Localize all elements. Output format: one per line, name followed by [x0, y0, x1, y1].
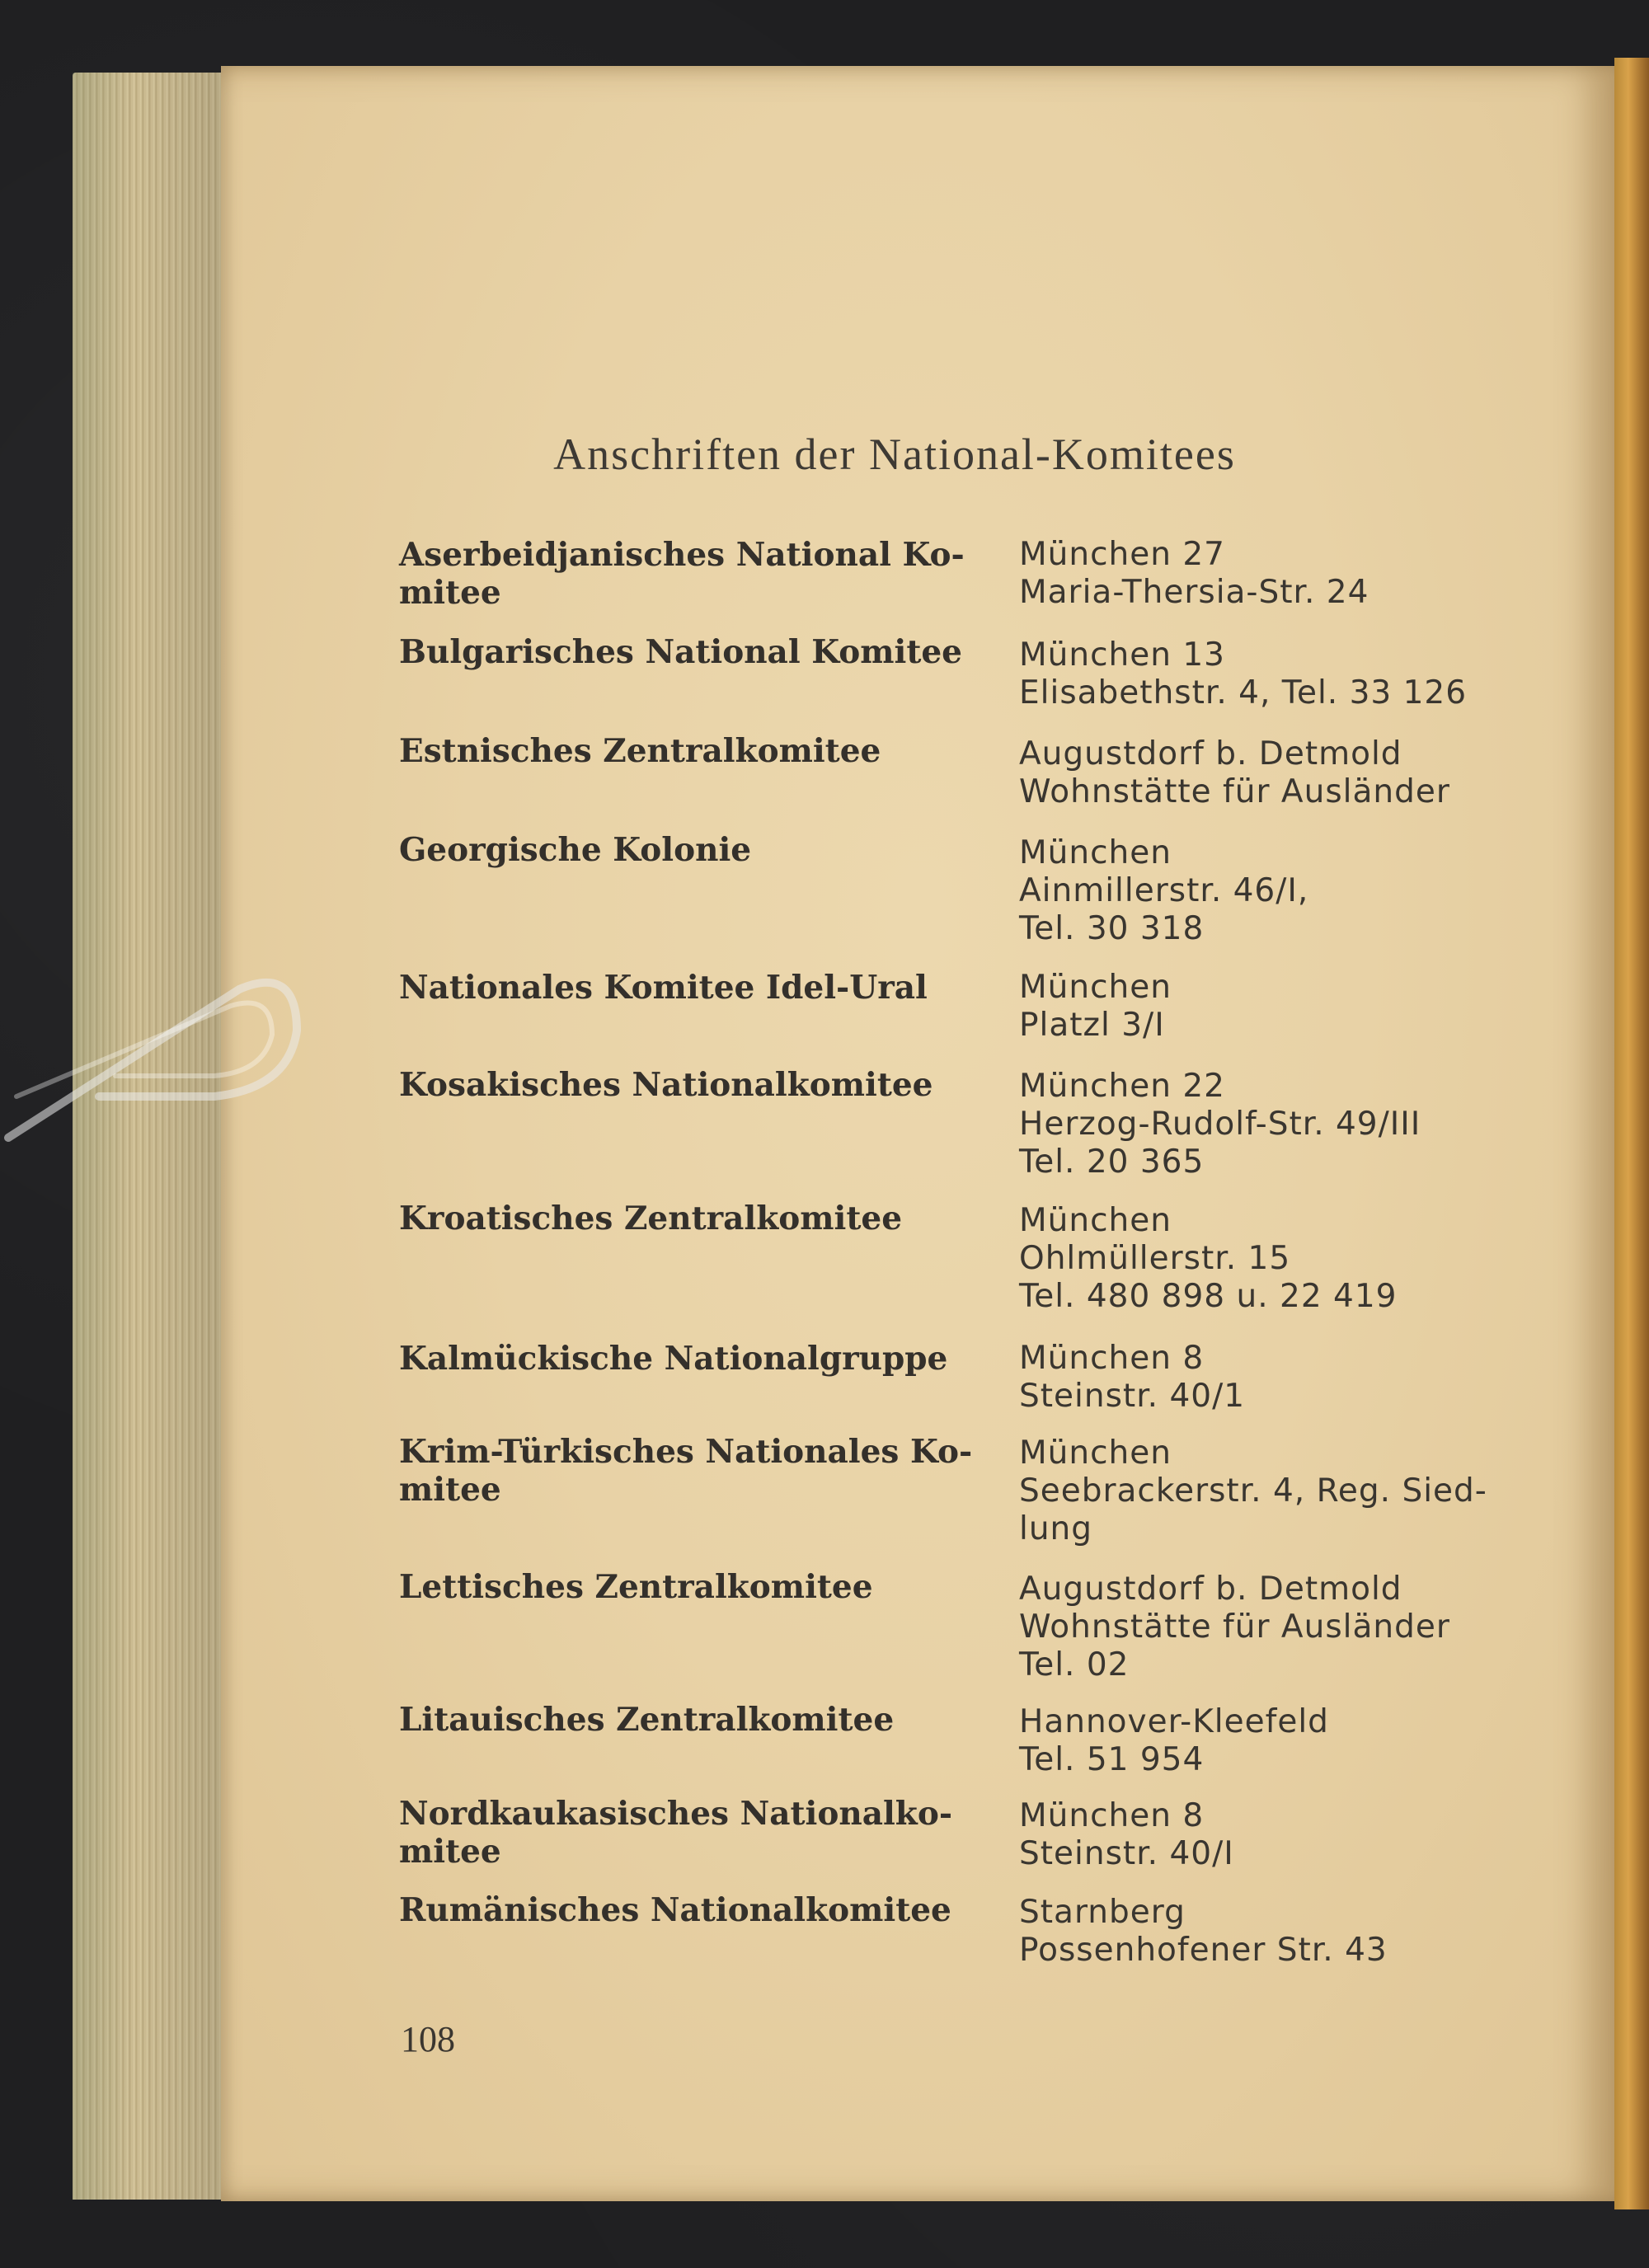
committee-name-line: Nationales Komitee Idel-Ural: [399, 969, 928, 1007]
committee-name: [399, 1066, 976, 1104]
committee-address: [1019, 1571, 1563, 1684]
committee-name: [399, 1340, 976, 1378]
committee-address-line: München: [1019, 834, 1172, 871]
page-title-text: Anschriften der National-Komitees: [553, 430, 1236, 479]
committee-address-line: München 8: [1019, 1340, 1205, 1377]
committee-name-line: mitee: [399, 1471, 501, 1509]
committee-address: [1019, 1202, 1563, 1316]
committee-name: [399, 1795, 976, 1871]
committee-address-line: Steinstr. 40/I: [1019, 1835, 1234, 1872]
committee-address-line: Steinstr. 40/1: [1019, 1378, 1246, 1415]
committee-address: [1019, 834, 1563, 948]
committee-address-line: Augustdorf b. Detmold: [1019, 1571, 1402, 1608]
committee-address-line: Tel. 51 954: [1019, 1741, 1205, 1778]
committee-address-line: München: [1019, 969, 1172, 1006]
committee-name-line: Nordkaukasisches Nationalko-: [399, 1795, 953, 1833]
committee-address-line: Augustdorf b. Detmold: [1019, 735, 1402, 772]
committee-address-line: Hannover-Kleefeld: [1019, 1703, 1329, 1740]
committee-address: [1019, 1435, 1563, 1548]
committee-name: [399, 1200, 976, 1237]
committee-address: [1019, 1340, 1563, 1416]
committee-name-line: Kosakisches Nationalkomitee: [399, 1066, 933, 1104]
committee-name-line: Lettisches Zentralkomitee: [399, 1568, 873, 1606]
committee-name: [399, 633, 976, 671]
committee-name-line: Rumänisches Nationalkomitee: [399, 1891, 951, 1929]
committee-address-line: Herzog-Rudolf-Str. 49/III: [1019, 1106, 1421, 1143]
committee-address: [1019, 735, 1563, 811]
committee-name: [399, 536, 976, 612]
committee-name: [399, 831, 976, 869]
committee-name-line: Kroatisches Zentralkomitee: [399, 1200, 903, 1237]
committee-address-line: Tel. 20 365: [1019, 1143, 1205, 1181]
committee-name-line: mitee: [399, 574, 501, 612]
book-gutter: [1614, 58, 1649, 2209]
committee-name-line: Estnisches Zentralkomitee: [399, 732, 881, 770]
committee-address: [1019, 1068, 1563, 1181]
committee-address: [1019, 636, 1563, 712]
committee-address-line: Tel. 30 318: [1019, 910, 1205, 947]
committee-name-line: Georgische Kolonie: [399, 831, 752, 869]
committee-address-line: München 22: [1019, 1068, 1225, 1105]
page-title: [0, 429, 1649, 480]
committee-address-line: Starnberg: [1019, 1894, 1186, 1931]
committee-address-line: Ohlmüllerstr. 15: [1019, 1240, 1291, 1277]
paper-clip-icon: [0, 890, 313, 1171]
committee-address-line: München: [1019, 1202, 1172, 1239]
committee-name-line: Krim-Türkisches Nationales Ko-: [399, 1433, 973, 1471]
committee-address-line: Possenhofener Str. 43: [1019, 1932, 1388, 1969]
committee-address-line: München 27: [1019, 536, 1225, 573]
committee-address-line: Seebrackerstr. 4, Reg. Sied-: [1019, 1472, 1487, 1510]
committee-address-line: München: [1019, 1435, 1172, 1472]
committee-address: [1019, 1894, 1563, 1970]
committee-name: [399, 969, 976, 1007]
committee-address-line: Tel. 02: [1019, 1646, 1130, 1683]
committee-address: [1019, 1703, 1563, 1779]
committee-address-line: Tel. 480 898 u. 22 419: [1019, 1278, 1398, 1315]
page-number: 108: [401, 2019, 455, 2059]
committee-address-line: Wohnstätte für Ausländer: [1019, 1608, 1450, 1646]
committee-name-line: Kalmückische Nationalgruppe: [399, 1340, 948, 1378]
committee-name: [399, 1701, 976, 1739]
committee-address: [1019, 1797, 1563, 1873]
committee-name: [399, 1891, 976, 1929]
committee-address: [1019, 536, 1563, 612]
committee-address-line: München 13: [1019, 636, 1225, 674]
committee-name: [399, 1568, 976, 1606]
committee-name-line: Bulgarisches National Komitee: [399, 633, 962, 671]
committee-address-line: Ainmillerstr. 46/I,: [1019, 872, 1309, 909]
committee-name-line: mitee: [399, 1833, 501, 1871]
committee-name: [399, 732, 976, 770]
committee-name-line: Aserbeidjanisches National Ko-: [399, 536, 965, 574]
committee-address-line: München 8: [1019, 1797, 1205, 1834]
committee-name: [399, 1433, 976, 1509]
committee-address-line: Platzl 3/I: [1019, 1007, 1165, 1044]
committee-address-line: Wohnstätte für Ausländer: [1019, 773, 1450, 810]
committee-address-line: lung: [1019, 1510, 1093, 1547]
committee-name-line: Litauisches Zentralkomitee: [399, 1701, 895, 1739]
committee-address-line: Maria-Thersia-Str. 24: [1019, 574, 1369, 611]
committee-address: [1019, 969, 1563, 1045]
committee-address-line: Elisabethstr. 4, Tel. 33 126: [1019, 674, 1468, 711]
